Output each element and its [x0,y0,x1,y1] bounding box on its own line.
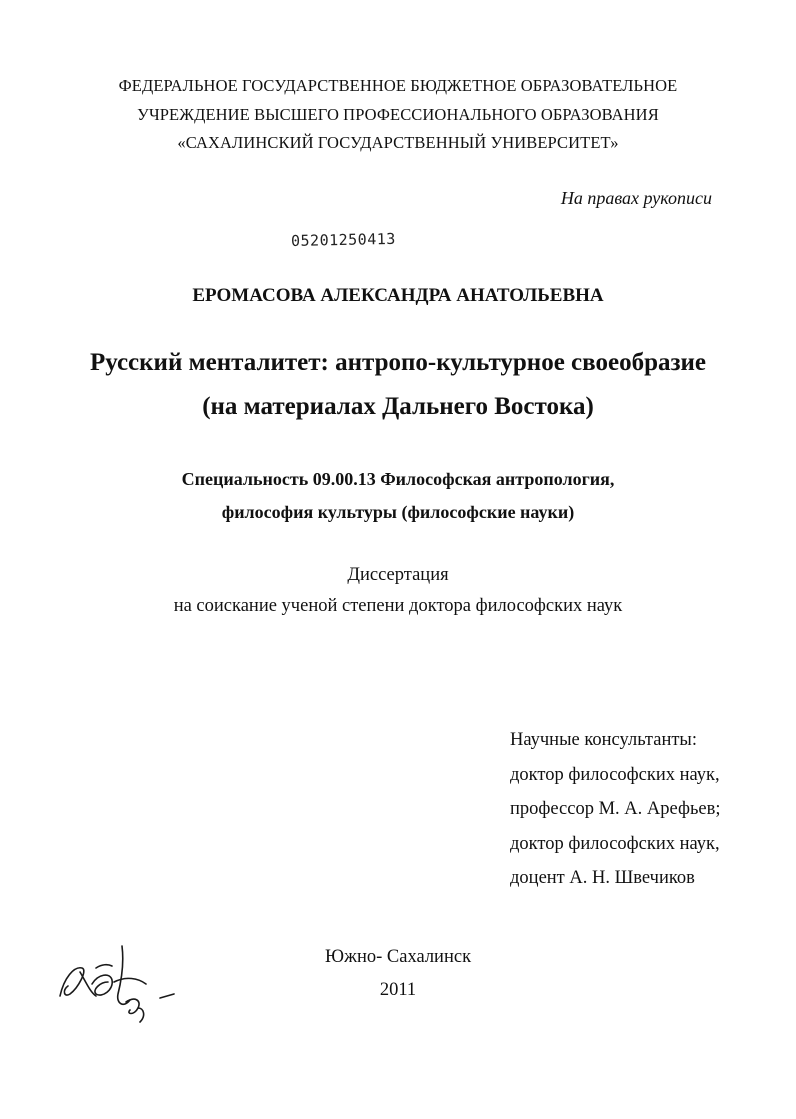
degree-sought: на соискание ученой степени доктора философских наук [173,596,623,616]
specialty-line-1: Специальность 09.00.13 Философская антропология, [181,469,615,489]
author-name: ЕРОМАСОВА АЛЕКСАНДРА АНАТОЛЬЕВНА [192,285,604,306]
city: Южно- Сахалинск [324,947,472,967]
institution-line-1: ФЕДЕРАЛЬНОЕ ГОСУДАРСТВЕННОЕ БЮДЖЕТНОЕ ОБРАЗОВАТЕЛЬНОЕ [118,76,678,95]
institution-line-2: УЧРЕЖДЕНИЕ ВЫСШЕГО ПРОФЕССИОНАЛЬНОГО ОБРАЗОВАНИЯ [137,105,659,124]
dissertation-title-line-1: Русский менталитет: антропо-культурное своеобразие [89,349,707,376]
scientific-consultants [510,723,720,896]
manuscript-status: На правах рукописи [560,188,712,208]
specialty-line-2: философия культуры (философские науки) [221,502,575,522]
institution-line-3: «САХАЛИНСКИЙ ГОСУДАРСТВЕННЫЙ УНИВЕРСИТЕТ» [177,133,619,152]
consultant-line: доктор философских наук, [510,764,720,785]
year: 2011 [379,980,417,1000]
library-stamp-number: 05201250413 [290,229,397,250]
consultant-line: доцент А. Н. Швечиков [510,868,695,888]
consultant-line: доктор философских наук, [510,833,720,854]
dissertation-title-line-2: (на материалах Дальнего Востока) [202,393,594,420]
consultant-line: профессор М. А. Арефьев; [510,799,721,819]
dissertation-label: Диссертация [347,565,449,585]
consultants-heading: Научные консультанты: [510,730,697,750]
